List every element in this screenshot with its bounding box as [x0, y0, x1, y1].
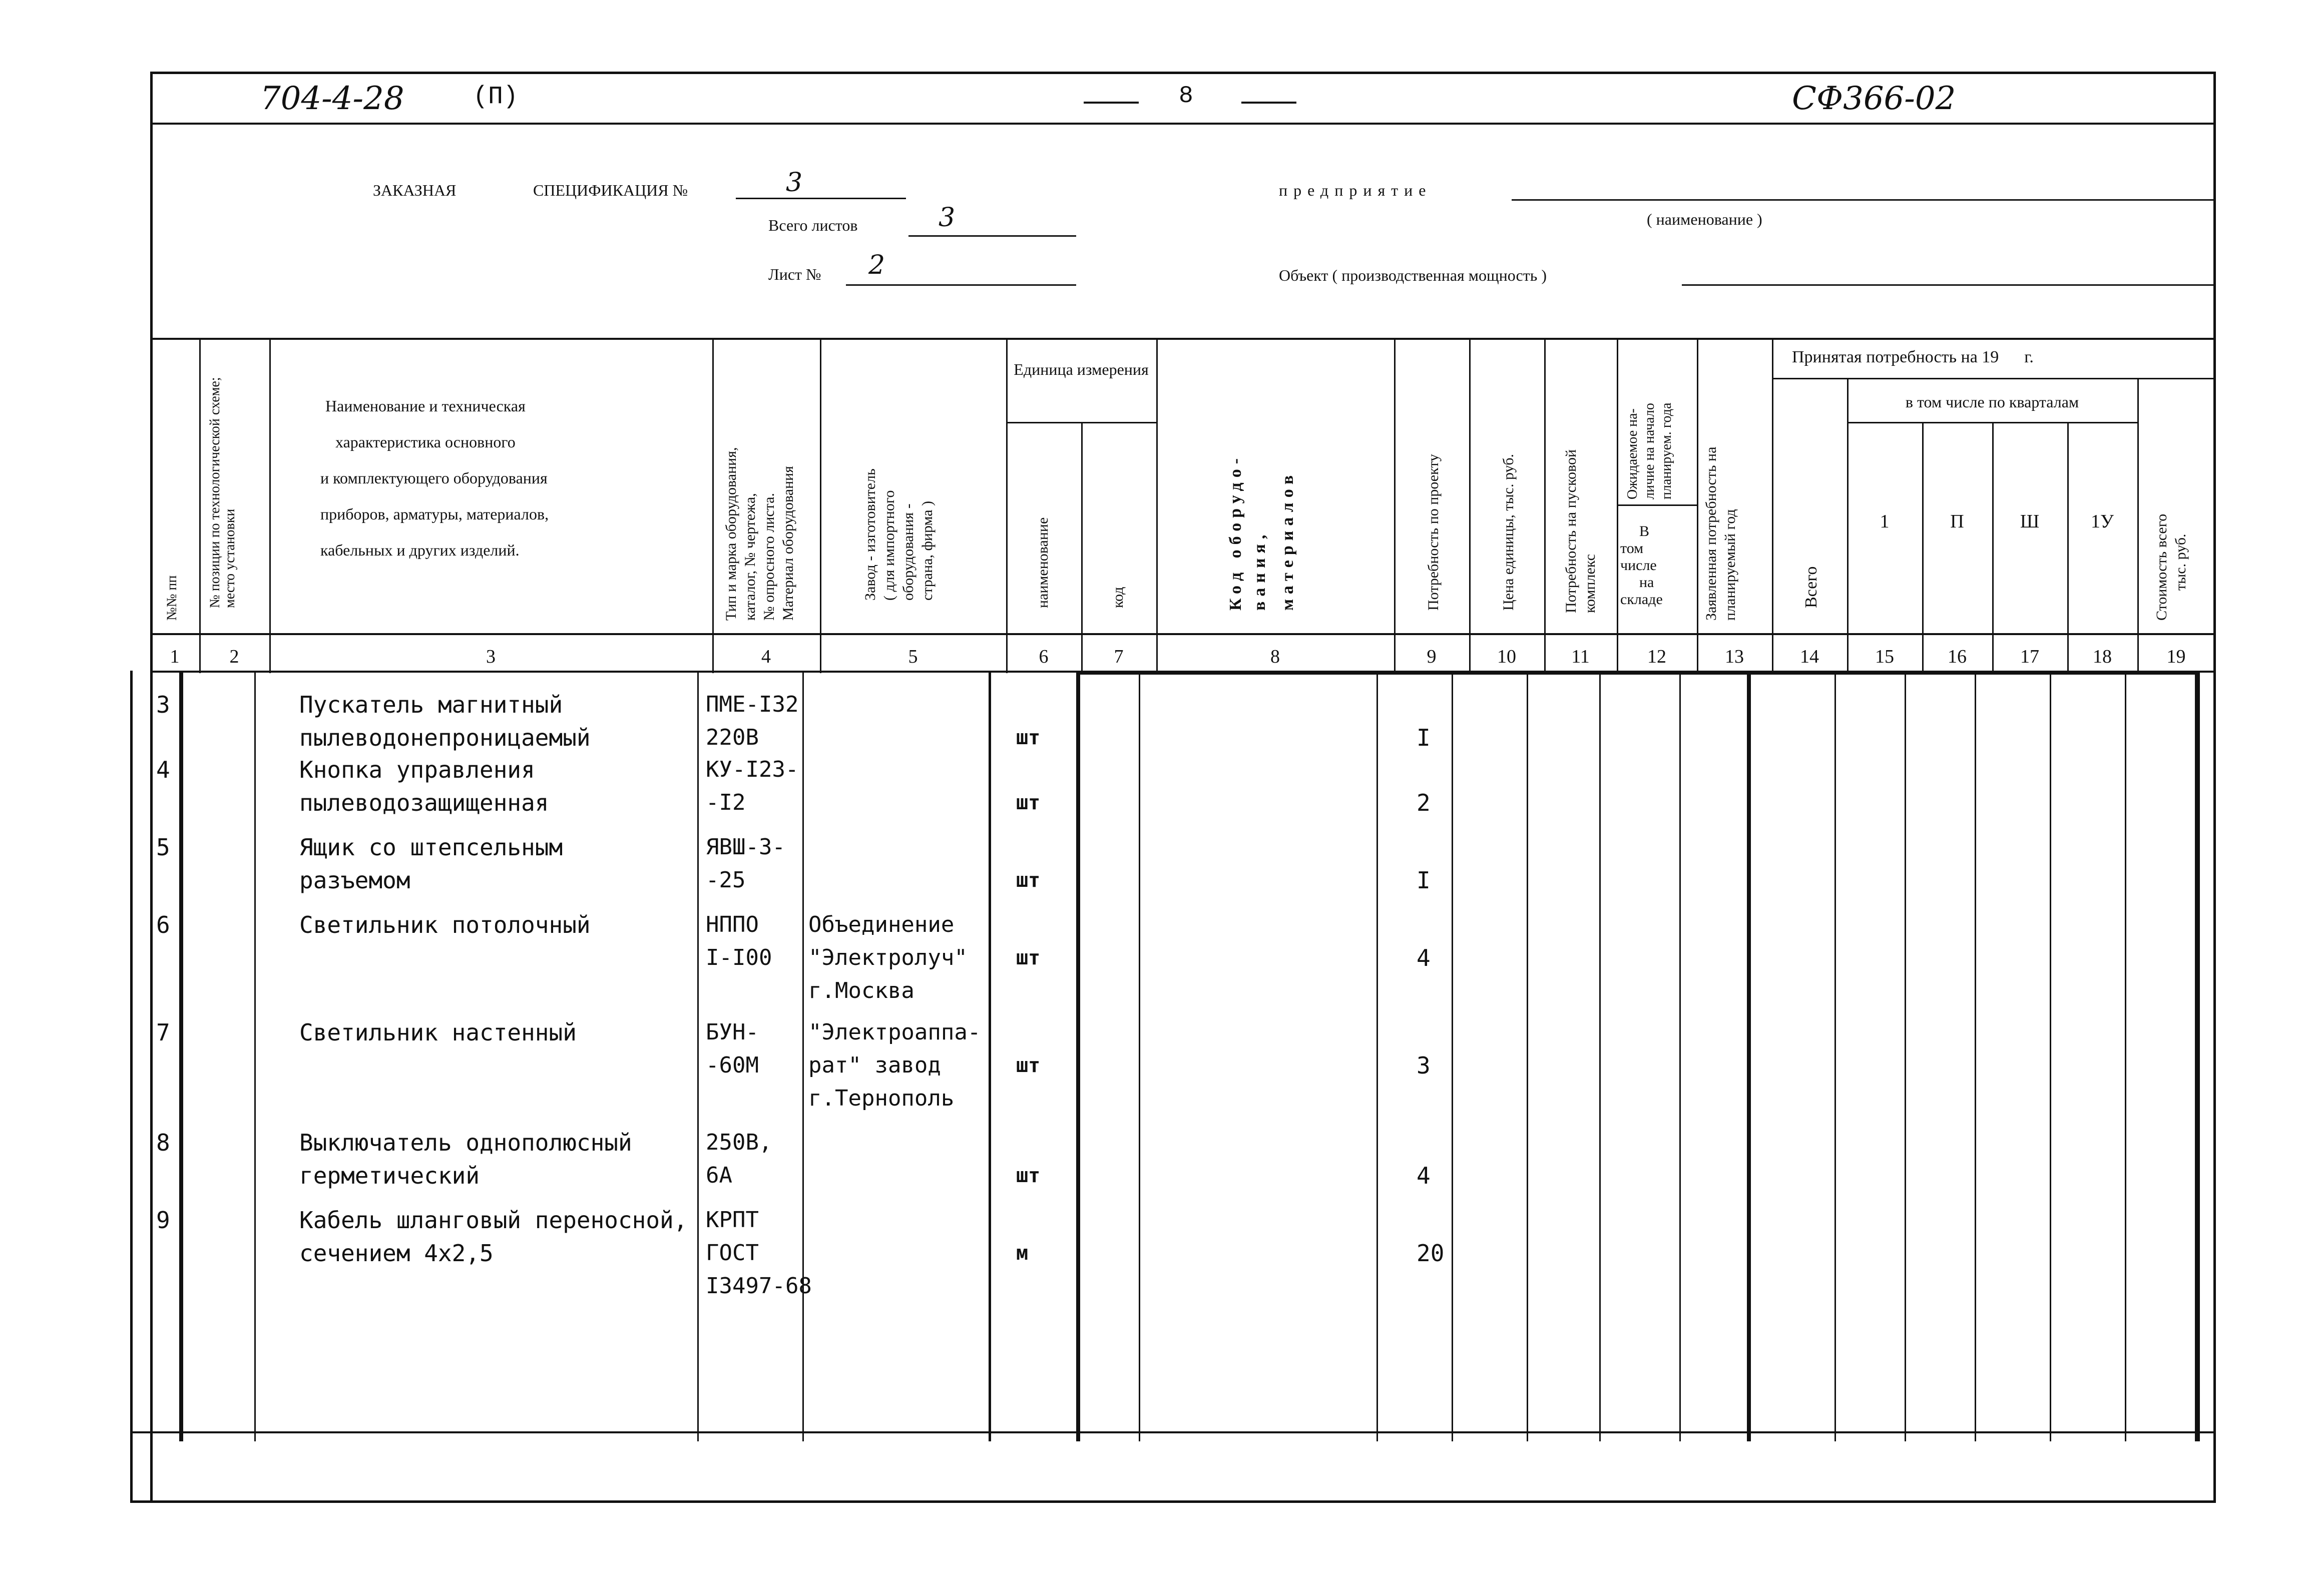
item-type: ЯВШ-3-: [706, 834, 785, 860]
item-name: Кабель шланговый переносной,: [299, 1207, 688, 1234]
col-3-line-2: характеристика основного: [335, 433, 516, 451]
item-name: герметический: [299, 1162, 480, 1189]
col-12-line-3: планируем. года: [1659, 402, 1674, 499]
q4-header: 1У: [2091, 511, 2114, 532]
q3-header: Ш: [2020, 511, 2040, 532]
col-8-line-2: вания,: [1250, 529, 1269, 611]
col-3-line-4: приборов, арматуры, материалов,: [320, 505, 549, 523]
item-quantity: I: [1417, 867, 1431, 894]
enterprise-hint: ( наименование ): [1647, 210, 1762, 228]
item-unit: шт: [1016, 1054, 1041, 1077]
item-name: Кнопка управления: [299, 756, 535, 783]
row-number: 4: [156, 756, 170, 783]
spec-label: СПЕЦИФИКАЦИЯ №: [533, 181, 688, 199]
col-8-line-1: Код оборудо-: [1226, 453, 1245, 611]
item-type: 220В: [706, 725, 759, 750]
col-4-line-1: Тип и марка оборудования,: [723, 447, 739, 621]
column-number: 15: [1875, 646, 1894, 667]
row-number: 7: [156, 1019, 170, 1046]
col-5-header: [861, 468, 937, 601]
col-12-bottom-header: [1620, 523, 1695, 608]
item-name: пылеводонепроницаемый: [299, 724, 591, 751]
col-1-header: №№ пп: [164, 575, 180, 621]
doc-code: 704-4-28: [260, 80, 404, 117]
col-11-line-2: комплекс: [1582, 554, 1598, 613]
item-type: КУ-I23-: [706, 757, 799, 782]
accepted-group-header: Принятая потребность на 19 г.: [1792, 348, 2034, 366]
item-quantity: 2: [1417, 789, 1431, 816]
col-3-line-1: Наименование и техническая: [325, 397, 526, 415]
total-sheets: 3: [939, 203, 956, 233]
quarters-group-header: в том числе по кварталам: [1905, 393, 2079, 411]
col-12-line-2: личие на начало: [1642, 403, 1657, 499]
item-type: КРПТ: [706, 1207, 759, 1233]
item-maker: "Электроаппа-: [808, 1019, 981, 1045]
col-12-b-4: на: [1639, 574, 1654, 591]
col-13-line-2: планируемый год: [1722, 509, 1738, 621]
item-name: пылеводозащищенная: [299, 789, 549, 816]
page-number: 8: [1179, 83, 1193, 110]
column-number: 16: [1948, 646, 1967, 667]
q1-header: 1: [1880, 511, 1890, 532]
col-4-line-4: Материал оборудования: [780, 466, 796, 621]
item-name: разъемом: [299, 867, 410, 894]
item-type: I-I00: [706, 945, 772, 970]
col-5-line-2: ( для импортного: [881, 490, 897, 601]
item-maker: рат" завод: [808, 1052, 941, 1078]
enterprise-label: предприятие: [1279, 181, 1432, 199]
col-10-header: Цена единицы, тыс. руб.: [1500, 454, 1517, 611]
item-type: -25: [706, 867, 746, 893]
col-5-line-3: оборудования -: [900, 503, 916, 601]
item-quantity: 20: [1417, 1240, 1445, 1267]
item-maker: Объединение: [808, 912, 955, 937]
column-number: 3: [486, 646, 496, 667]
item-type: 250В,: [706, 1130, 772, 1155]
col-3-header: [280, 388, 706, 568]
column-number: 7: [1114, 646, 1124, 667]
item-name: Светильник потолочный: [299, 911, 591, 938]
spec-number: 3: [786, 168, 803, 198]
column-number: 17: [2020, 646, 2039, 667]
item-name: сечением 4х2,5: [299, 1240, 494, 1267]
item-unit: шт: [1016, 726, 1041, 749]
row-number: 9: [156, 1207, 170, 1234]
column-number: 19: [2166, 646, 2186, 667]
col-4-header: [722, 447, 798, 621]
column-number: 6: [1039, 646, 1049, 667]
column-number: 12: [1647, 646, 1666, 667]
column-number: 8: [1270, 646, 1280, 667]
item-type: 6А: [706, 1163, 732, 1188]
unit-group-header: Единица измерения: [1014, 360, 1149, 378]
col-13-header: [1702, 447, 1740, 621]
item-unit: м: [1016, 1242, 1029, 1265]
sheet-number: 2: [868, 250, 885, 280]
col-4-line-3: № опросного листа.: [761, 493, 777, 621]
col-8-header: [1224, 453, 1300, 611]
doc-variant: (П): [473, 83, 519, 111]
col-12-b-2: том: [1620, 540, 1644, 557]
item-type: НППО: [706, 912, 759, 937]
item-unit: шт: [1016, 1164, 1041, 1187]
col-5-line-4: страна, фирма ): [919, 500, 936, 601]
item-name: Ящик со штепсельным: [299, 834, 563, 861]
item-quantity: I: [1417, 724, 1431, 751]
title-label: ЗАКАЗНАЯ: [373, 181, 456, 199]
item-unit: шт: [1016, 869, 1041, 892]
col-12-b-3: числе: [1620, 557, 1657, 574]
column-number: 2: [229, 646, 239, 667]
item-type: ГОСТ: [706, 1240, 759, 1266]
row-number: 8: [156, 1129, 170, 1156]
item-name: Пускатель магнитный: [299, 691, 563, 718]
col-3-line-3: и комплектующего оборудования: [320, 469, 548, 487]
item-quantity: 4: [1417, 944, 1431, 971]
col-9-header: Потребность по проекту: [1425, 454, 1442, 611]
column-number: 1: [170, 646, 180, 667]
column-number: 11: [1571, 646, 1590, 667]
item-type: ПМЕ-I32: [706, 692, 799, 717]
item-type: -I2: [706, 790, 746, 815]
col-8-line-3: материалов: [1278, 470, 1297, 611]
item-maker: г.Москва: [808, 978, 914, 1003]
item-type: -60М: [706, 1052, 759, 1078]
col-12-b-1: В: [1639, 523, 1650, 540]
object-label: Объект ( производственная мощность ): [1279, 266, 1547, 284]
col-12-top-header: [1624, 403, 1675, 499]
column-number: 13: [1725, 646, 1744, 667]
col-5-line-1: Завод - изготовитель: [862, 468, 878, 601]
item-quantity: 3: [1417, 1052, 1431, 1079]
row-number: 6: [156, 911, 170, 938]
col-2-header: № позиции по технологической схеме; место установки: [207, 377, 238, 608]
item-unit: шт: [1016, 791, 1041, 814]
item-quantity: 4: [1417, 1162, 1431, 1189]
column-number: 5: [908, 646, 918, 667]
item-maker: "Электролуч": [808, 945, 968, 970]
col-6-header: наименование: [1035, 517, 1051, 608]
item-unit: шт: [1016, 946, 1041, 969]
sheet-label: Лист №: [768, 265, 821, 283]
item-type: БУН-: [706, 1019, 759, 1045]
col-12-line-1: Ожидаемое на-: [1625, 408, 1640, 499]
column-number: 9: [1427, 646, 1437, 667]
col-11-line-1: Потребность на пусковой: [1563, 449, 1579, 613]
item-name: Светильник настенный: [299, 1019, 577, 1046]
col-14-header: Всего: [1802, 566, 1820, 608]
q2-header: П: [1950, 511, 1964, 532]
col-19-header: [2152, 514, 2190, 621]
col-19-line-2: тыс. руб.: [2172, 534, 2189, 591]
col-3-line-5: кабельных и других изделий.: [320, 541, 520, 559]
total-sheets-label: Всего листов: [768, 216, 858, 234]
column-number: 18: [2093, 646, 2112, 667]
row-number: 5: [156, 834, 170, 861]
row-number: 3: [156, 691, 170, 718]
item-type: I3497-68: [706, 1273, 812, 1299]
col-13-line-1: Заявленная потребность на: [1703, 446, 1719, 621]
col-12-b-5: складе: [1620, 591, 1663, 608]
item-maker: г.Тернополь: [808, 1086, 955, 1111]
column-number: 4: [761, 646, 771, 667]
sheet-code: СФ366-02: [1792, 80, 1956, 117]
col-4-line-2: каталог, № чертежа,: [742, 493, 758, 621]
col-19-line-1: Стоимость всего: [2153, 513, 2170, 621]
column-number: 14: [1800, 646, 1819, 667]
col-7-header: код: [1110, 587, 1126, 608]
item-name: Выключатель однополюсный: [299, 1129, 632, 1156]
col-11-header: [1562, 449, 1600, 613]
column-number: 10: [1497, 646, 1516, 667]
